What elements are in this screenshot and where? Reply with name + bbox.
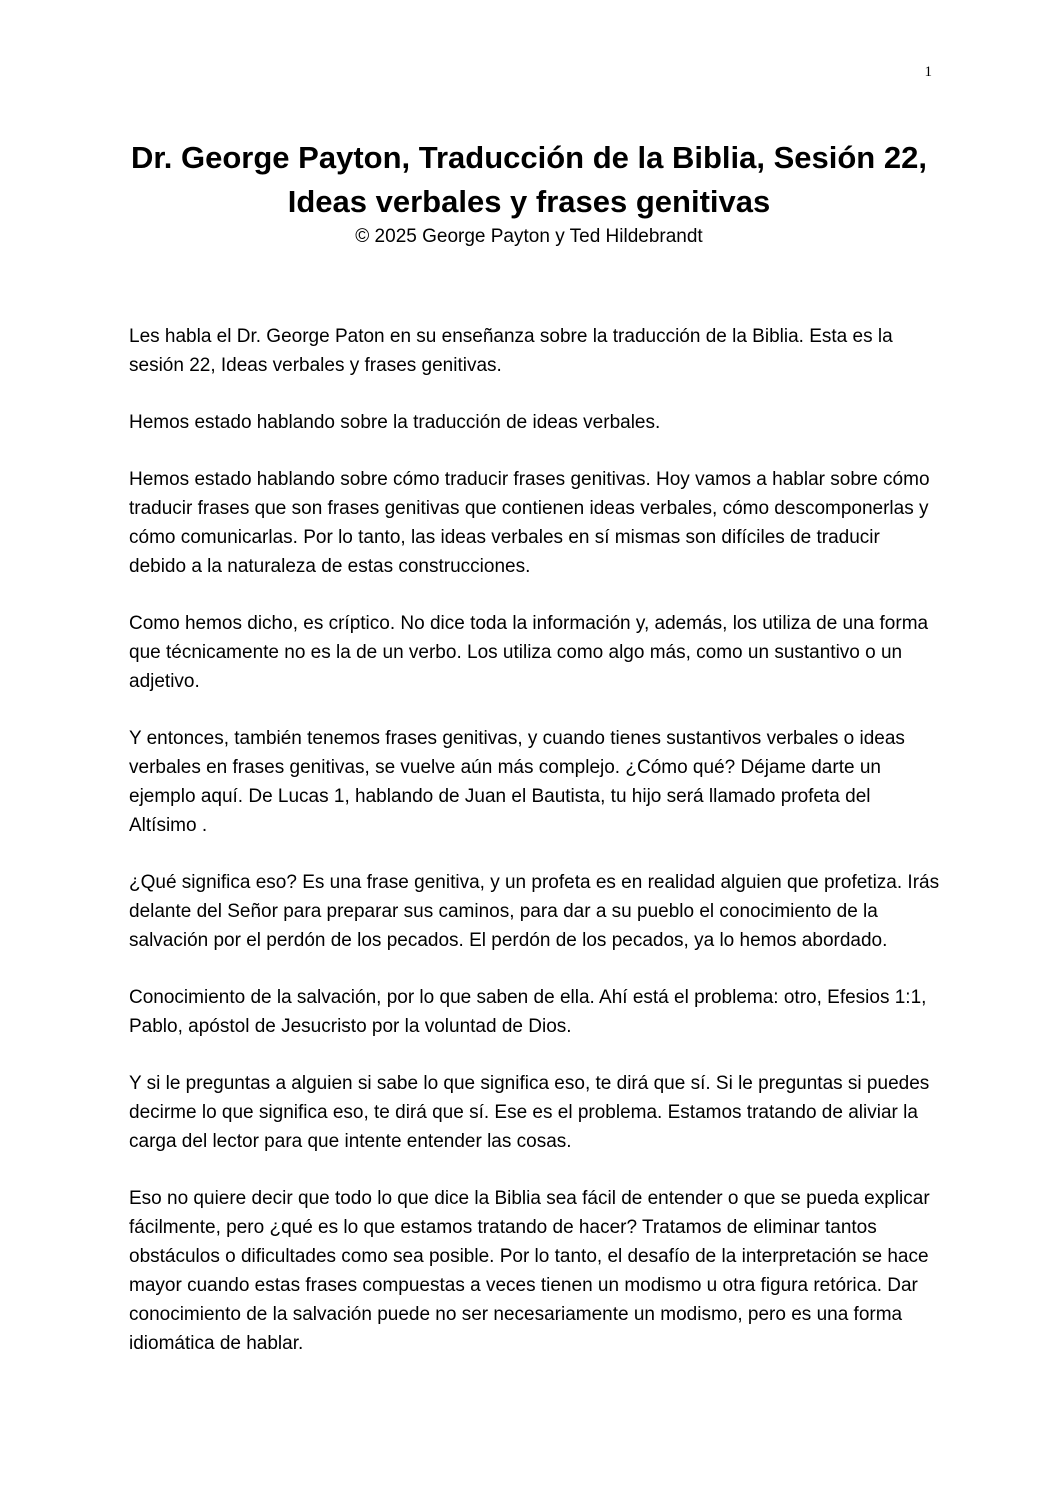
- document-title-line-2: Ideas verbales y frases genitivas: [287, 184, 771, 219]
- paragraph-3: Hemos estado hablando sobre cómo traducir frases genitivas. Hoy vamos a hablar sobre cómo traducir frases que son frases genitivas que contienen ideas verbales, cómo descomponerlas y cómo comunicarlas. Por lo tanto, las ideas verbales en sí mismas son difíciles de traducir debido a la naturaleza de estas construcciones.: [129, 469, 930, 577]
- paragraph-6: ¿Qué significa eso? Es una frase genitiva, y un profeta es en realidad alguien que profetiza. Irás delante del Señor para preparar sus caminos, para dar a su pueblo el conocimiento de la salvación por el perdón de los pecados. El perdón de los pecados, ya lo hemos abordado.: [129, 872, 940, 951]
- paragraph-9: Eso no quiere decir que todo lo que dice la Biblia sea fácil de entender o que se pueda explicar fácilmente, pero ¿qué es lo que estamos tratando de hacer? Tratamos de eliminar tantos obstáculos o dificultades como sea posible. Por lo tanto, el desafío de la interpretación se hace mayor cuando estas frases compuestas a veces tienen un modismo u otra figura retórica. Dar conocimiento de la salvación puede no ser necesariamente un modismo, pero es una forma idiomática de hablar.: [129, 1188, 930, 1354]
- paragraph-5: Y entonces, también tenemos frases genitivas, y cuando tienes sustantivos verbales o ideas verbales en frases genitivas, se vuelve aún más complejo. ¿Cómo qué? Déjame darte un ejemplo aquí. De Lucas 1, hablando de Juan el Bautista, tu hijo será llamado profeta del Altísimo .: [129, 728, 905, 836]
- paragraph-8: Y si le preguntas a alguien si sabe lo que significa eso, te dirá que sí. Si le preguntas si puedes decirme lo que significa eso, te dirá que sí. Ese es el problema. Estamos tratando de aliviar la carga del lector para que intente entender las cosas.: [129, 1073, 930, 1152]
- document-title-line-1: Dr. George Payton, Traducción de la Biblia, Sesión 22,: [131, 140, 927, 175]
- copyright-notice: © 2025 George Payton y Ted Hildebrandt: [355, 226, 703, 247]
- paragraph-2: Hemos estado hablando sobre la traducción de ideas verbales.: [129, 412, 661, 433]
- paragraph-1: Les habla el Dr. George Paton en su enseñanza sobre la traducción de la Biblia. Esta es la sesión 22, Ideas verbales y frases genitivas.: [129, 326, 893, 376]
- page-number: 1: [924, 64, 932, 80]
- document-body: [129, 322, 941, 1386]
- document-header: [100, 136, 958, 250]
- paragraph-7: Conocimiento de la salvación, por lo que saben de ella. Ahí está el problema: otro, Efesios 1:1, Pablo, apóstol de Jesucristo por la voluntad de Dios.: [129, 987, 927, 1037]
- paragraph-4: Como hemos dicho, es críptico. No dice toda la información y, además, los utiliza de una forma que técnicamente no es la de un verbo. Los utiliza como algo más, como un sustantivo o un adjetivo.: [129, 613, 929, 692]
